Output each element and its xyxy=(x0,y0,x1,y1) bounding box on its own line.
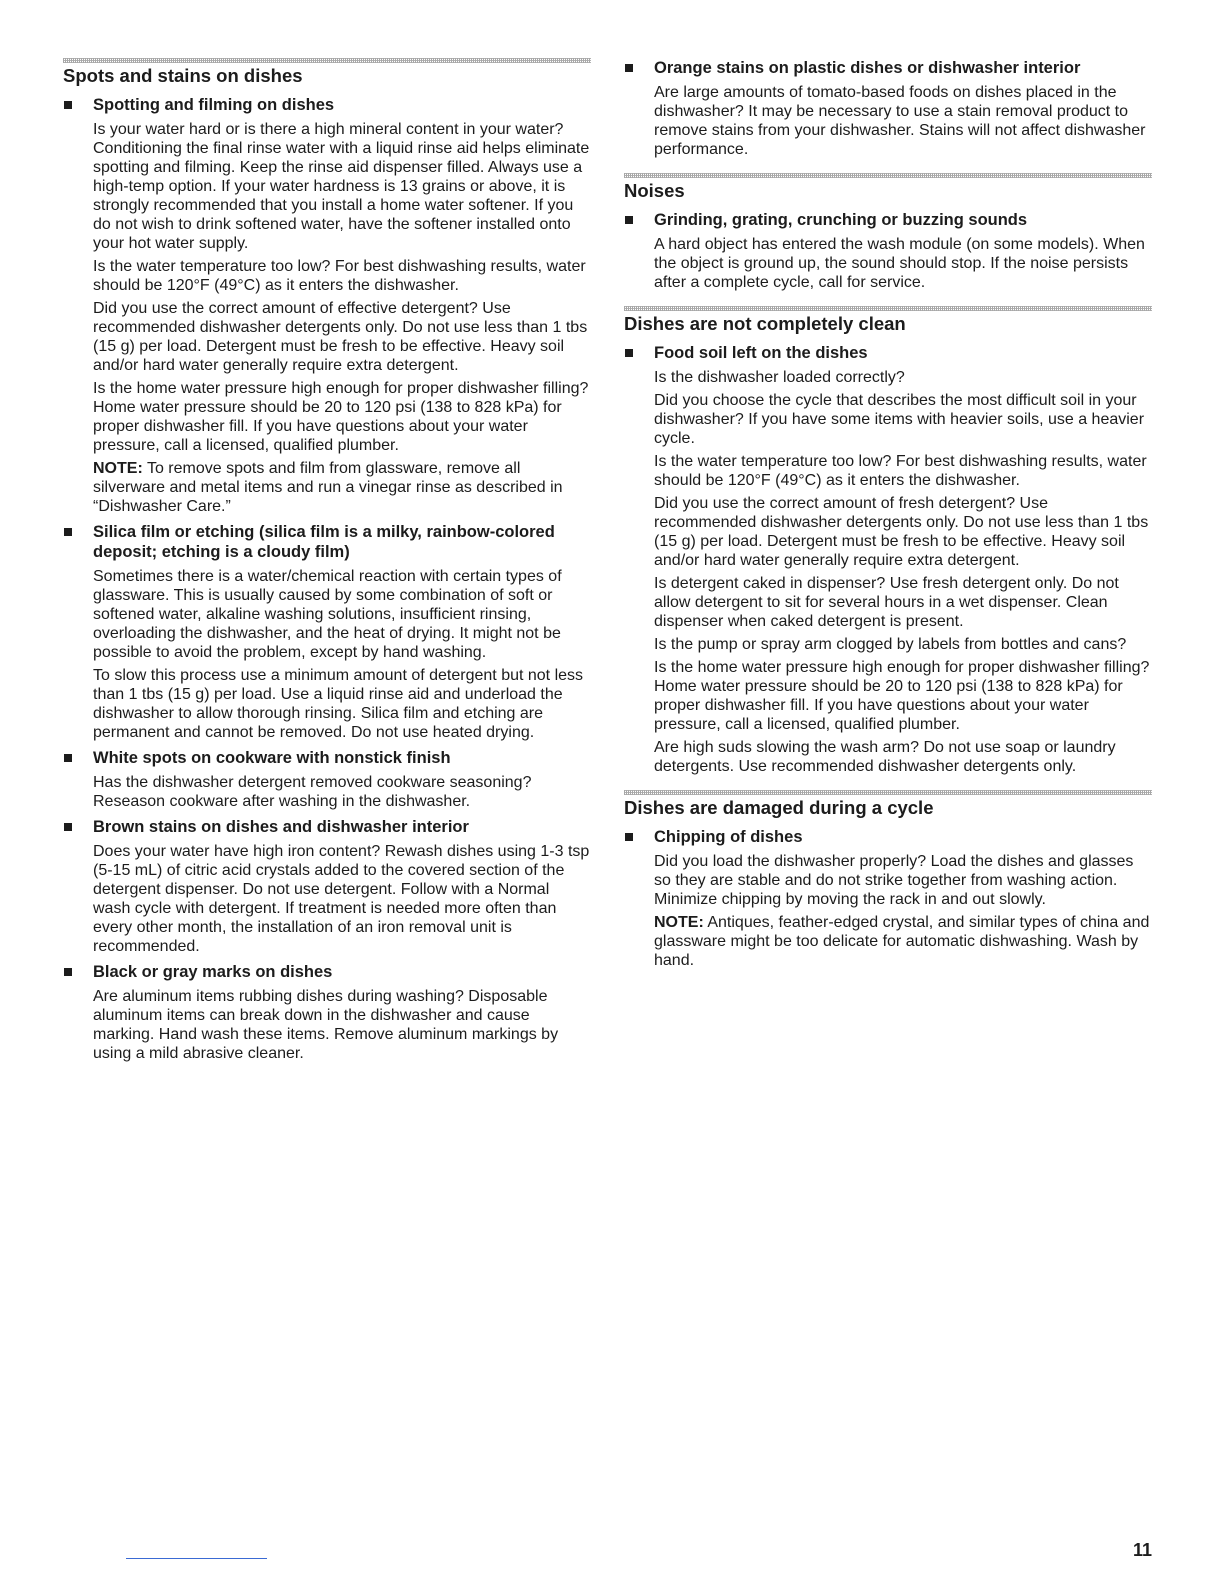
paragraph xyxy=(654,852,1152,909)
bullet-square-icon xyxy=(625,833,633,841)
paragraph-text: Sometimes there is a water/chemical reaction with certain types of glassware. This is usually caused by some combination of soft or softened water, alkaline washing solutions, insufficient rinsing, overloading the dishwasher, and the heat of drying. It might not be possible to avoid the problem, except by hand washing. xyxy=(93,568,562,661)
paragraph xyxy=(93,379,591,455)
item-title: Chipping of dishes xyxy=(654,828,803,846)
paragraph xyxy=(654,738,1152,776)
paragraph-text: Did you use the correct amount of effective detergent? Use recommended dishwasher detergents only. Do not use less than 1 tbs (15 g) per load. Detergent must be fresh to be effective. Heavy soil and/or hard water generally require extra detergent. xyxy=(93,300,588,374)
section-title: Dishes are not completely clean xyxy=(624,313,906,334)
item-title: Black or gray marks on dishes xyxy=(93,963,333,981)
paragraph xyxy=(93,299,591,375)
section-title: Noises xyxy=(624,180,685,201)
problem-item xyxy=(63,962,591,1063)
paragraph-text: To slow this process use a minimum amount of detergent but not less than 1 tbs (15 g) per load. Use a liquid rinse aid and underload the dishwasher to allow thorough rinsing. Silica film and etching are permanent and cannot be removed. Do not use heated drying. xyxy=(93,667,584,741)
right-column xyxy=(624,58,1152,984)
paragraph-text: Is the pump or spray arm clogged by labels from bottles and cans? xyxy=(654,636,1127,653)
section-divider xyxy=(624,790,1152,795)
section xyxy=(624,58,1152,159)
paragraph xyxy=(93,773,591,811)
item-title: Silica film or etching (silica film is a milky, rainbow-colored deposit; etching is a cloudy film) xyxy=(93,523,555,561)
paragraph-text: Did you use the correct amount of fresh detergent? Use recommended dishwasher detergents only. Do not use less than 1 tbs (15 g) per load. Detergent must be fresh to be effective. Heavy soil and/or hard water generally require extra detergent. xyxy=(654,495,1149,569)
page-number: 11 xyxy=(1132,1540,1152,1560)
paragraph-text: Is the water temperature too low? For best dishwashing results, water should be 120°F (49°C) as it enters the dishwasher. xyxy=(654,453,1147,489)
section-divider xyxy=(63,58,591,63)
paragraph-text: Are high suds slowing the wash arm? Do not use soap or laundry detergents. Use recommended dishwasher detergents only. xyxy=(654,739,1116,775)
paragraph-text: Antiques, feather-edged crystal, and similar types of china and glassware might be too delicate for automatic dishwashing. Wash by hand. xyxy=(654,914,1150,969)
paragraph-text: Did you load the dishwasher properly? Load the dishes and glasses so they are stable and do not strike together from washing action. Minimize chipping by moving the rack in and out slowly. xyxy=(654,853,1134,908)
paragraph xyxy=(654,368,1152,387)
paragraph xyxy=(93,666,591,742)
paragraph-text: Did you choose the cycle that describes the most difficult soil in your dishwasher? If you have some items with heavier soils, use a heavier cycle. xyxy=(654,392,1145,447)
paragraph xyxy=(93,257,591,295)
section-divider xyxy=(624,306,1152,311)
bullet-square-icon xyxy=(625,216,633,224)
paragraph-text: A hard object has entered the wash module (on some models). When the object is ground up, the sound should stop. If the noise persists after a complete cycle, call for service. xyxy=(654,236,1145,291)
note-label: NOTE: xyxy=(654,914,704,931)
problem-item xyxy=(63,522,591,742)
paragraph xyxy=(654,635,1152,654)
bullet-square-icon xyxy=(625,349,633,357)
paragraph xyxy=(93,120,591,253)
paragraph xyxy=(654,658,1152,734)
problem-item xyxy=(624,58,1152,159)
bullet-square-icon xyxy=(64,528,72,536)
item-title: Grinding, grating, crunching or buzzing sounds xyxy=(654,211,1028,229)
item-title: Food soil left on the dishes xyxy=(654,344,868,362)
bullet-square-icon xyxy=(64,754,72,762)
paragraph xyxy=(654,235,1152,292)
paragraph xyxy=(654,83,1152,159)
bullet-square-icon xyxy=(64,968,72,976)
paragraph-text: Is detergent caked in dispenser? Use fresh detergent only. Do not allow detergent to sit for several hours in a wet dispenser. Clean dispenser when caked detergent is present. xyxy=(654,575,1119,630)
paragraph xyxy=(93,459,591,516)
section xyxy=(624,173,1152,292)
paragraph xyxy=(654,574,1152,631)
section-title: Dishes are damaged during a cycle xyxy=(624,797,934,818)
problem-item xyxy=(624,210,1152,292)
problem-item xyxy=(624,343,1152,776)
section-title: Spots and stains on dishes xyxy=(63,65,303,86)
problem-item xyxy=(624,827,1152,970)
problem-item xyxy=(63,95,591,516)
bullet-square-icon xyxy=(64,823,72,831)
paragraph-text: To remove spots and film from glassware, remove all silverware and metal items and run a vinegar rinse as described in “Dishwasher Care.” xyxy=(93,460,563,515)
problem-item xyxy=(63,748,591,811)
problem-item xyxy=(63,817,591,956)
paragraph xyxy=(93,842,591,956)
footer-line xyxy=(126,1558,267,1559)
section-divider xyxy=(624,173,1152,178)
paragraph-text: Does your water have high iron content? Rewash dishes using 1-3 tsp (5-15 mL) of citric acid crystals added to the covered section of the detergent dispenser. Do not use detergent. Follow with a Normal wash cycle with detergent. If treatment is needed more often than every other month, the installation of an iron removal unit is recommended. xyxy=(93,843,590,955)
section xyxy=(624,790,1152,970)
bullet-square-icon xyxy=(625,64,633,72)
paragraph-text: Is your water hard or is there a high mineral content in your water? Conditioning the final rinse water with a liquid rinse aid helps eliminate spotting and filming. Keep the rinse aid dispenser filled. Always use a high-temp option. If your water hardness is 13 grains or above, it is strongly recommended that you install a home water softener. If you do not wish to drink softened water, have the softener installed onto your hot water supply. xyxy=(93,121,590,252)
section xyxy=(63,58,591,1063)
note-label: NOTE: xyxy=(93,460,143,477)
left-column xyxy=(63,58,591,1077)
paragraph-text: Is the home water pressure high enough for proper dishwasher filling? Home water pressure should be 20 to 120 psi (138 to 828 kPa) for proper dishwasher fill. If you have questions about your water pressure, call a licensed, qualified plumber. xyxy=(93,380,589,454)
paragraph xyxy=(654,494,1152,570)
paragraph xyxy=(93,987,591,1063)
item-title: Spotting and filming on dishes xyxy=(93,96,335,114)
paragraph-text: Is the home water pressure high enough for proper dishwasher filling? Home water pressure should be 20 to 120 psi (138 to 828 kPa) for proper dishwasher fill. If you have questions about your water pressure, call a licensed, qualified plumber. xyxy=(654,659,1150,733)
paragraph xyxy=(654,913,1152,970)
item-title: Orange stains on plastic dishes or dishwasher interior xyxy=(654,59,1081,77)
paragraph-text: Is the water temperature too low? For best dishwashing results, water should be 120°F (49°C) as it enters the dishwasher. xyxy=(93,258,586,294)
section xyxy=(624,306,1152,776)
paragraph xyxy=(654,391,1152,448)
bullet-square-icon xyxy=(64,101,72,109)
paragraph xyxy=(654,452,1152,490)
item-title: White spots on cookware with nonstick finish xyxy=(93,749,451,767)
paragraph-text: Has the dishwasher detergent removed cookware seasoning? Reseason cookware after washing in the dishwasher. xyxy=(93,774,532,810)
paragraph-text: Are large amounts of tomato-based foods on dishes placed in the dishwasher? It may be necessary to use a stain removal product to remove stains from your dishwasher. Stains will not affect dishwasher performance. xyxy=(654,84,1146,158)
paragraph-text: Are aluminum items rubbing dishes during washing? Disposable aluminum items can break down in the dishwasher and cause marking. Hand wash these items. Remove aluminum markings by using a mild abrasive cleaner. xyxy=(93,988,559,1062)
item-title: Brown stains on dishes and dishwasher interior xyxy=(93,818,469,836)
paragraph xyxy=(93,567,591,662)
paragraph-text: Is the dishwasher loaded correctly? xyxy=(654,369,905,386)
